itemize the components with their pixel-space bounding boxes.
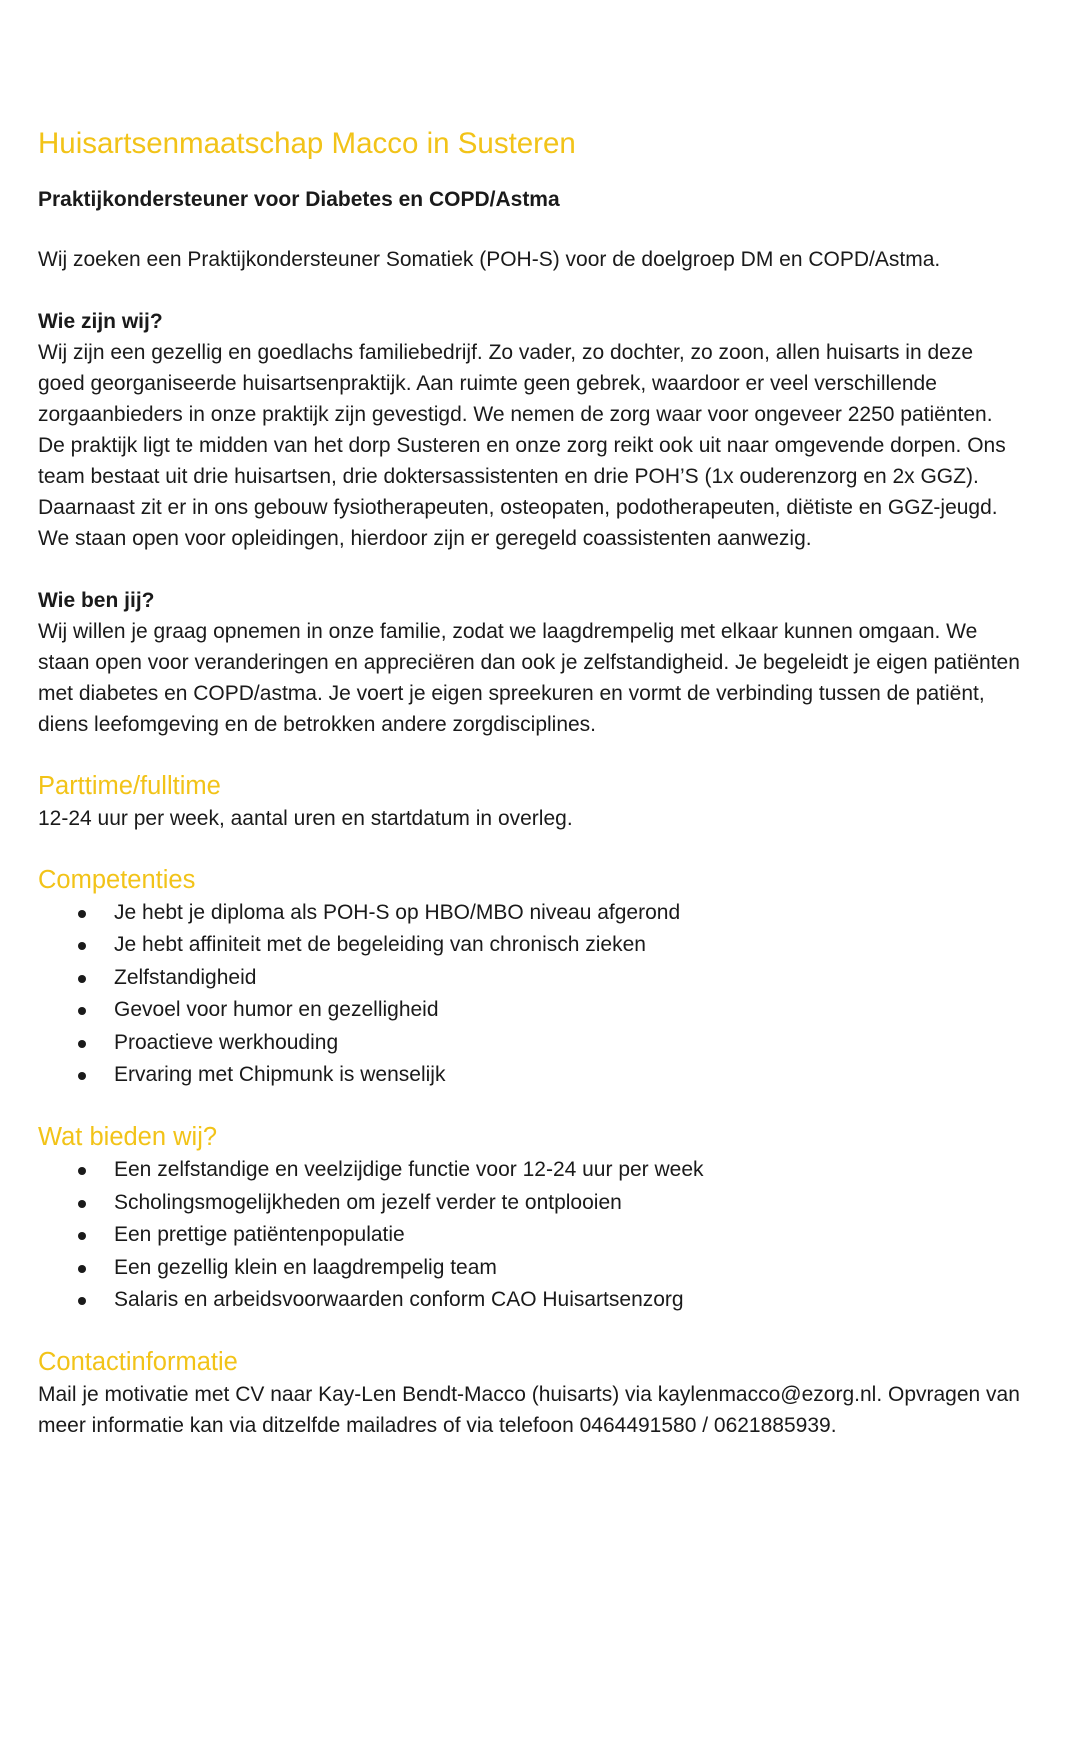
list-item	[38, 929, 1020, 961]
bullet-icon	[78, 975, 86, 983]
list-item	[38, 1027, 1020, 1059]
wat-bieden-wij-heading: Wat bieden wij?	[38, 1123, 218, 1152]
list-item-text: Een gezellig klein en laagdrempelig team	[114, 1255, 497, 1279]
list-item-text: Scholingsmogelijkheden om jezelf verder te ontplooien	[114, 1190, 622, 1214]
section-competenties	[38, 864, 1020, 1091]
bullet-icon	[78, 1200, 86, 1208]
parttime-text: 12-24 uur per week, aantal uren en startdatum in overleg.	[38, 807, 573, 830]
wie-zijn-wij-text: Wij zijn een gezellig en goedlachs familiebedrijf. Zo vader, zo dochter, zo zoon, allen huisarts in deze goed georganiseerde huisartsenpraktijk. Aan ruimte geen gebrek, waardoor er veel verschillende zorgaanbieders in onze praktijk zijn gevestigd. We nemen de zorg waar voor ongeveer 2250 patiënten. De praktijk ligt te midden van het dorp Susteren en onze zorg reikt ook uit naar omgevende dorpen. Ons team bestaat uit drie huisartsen, drie doktersassistenten en drie POH’S (1x ouderenzorg en 2x GGZ). Daarnaast zit er in ons gebouw fysiotherapeuten, osteopaten, podotherapeuten, diëtiste en GGZ-jeugd. We staan open voor opleidingen, hierdoor zijn er geregeld coassistenten aanwezig.	[38, 341, 1006, 550]
bullet-icon	[78, 1040, 86, 1048]
list-item-text: Je hebt je diploma als POH-S op HBO/MBO niveau afgerond	[114, 901, 681, 924]
bullet-icon	[78, 910, 86, 918]
intro-paragraph: Wij zoeken een Praktijkondersteuner Somatiek (POH-S) voor de doelgroep DM en COPD/Astma.	[38, 248, 941, 271]
wat-bieden-wij-list	[38, 1154, 1020, 1316]
list-item-text: Salaris en arbeidsvoorwaarden conform CAO Huisartsenzorg	[114, 1288, 684, 1312]
page-title: Huisartsenmaatschap Macco in Susteren	[38, 127, 576, 160]
section-wie-ben-jij	[38, 585, 1020, 740]
list-item	[38, 1252, 1020, 1284]
bullet-icon	[78, 1232, 86, 1240]
wie-ben-jij-heading: Wie ben jij?	[38, 589, 155, 612]
section-wie-zijn-wij	[38, 306, 1020, 554]
bullet-icon	[78, 1072, 86, 1080]
wie-zijn-wij-heading: Wie zijn wij?	[38, 310, 163, 333]
wie-ben-jij-text: Wij willen je graag opnemen in onze familie, zodat we laagdrempelig met elkaar kunnen omgaan. We staan open voor veranderingen en appreciëren dan ook je zelfstandigheid. Je begeleidt je eigen patiënten met diabetes en COPD/astma. Je voert je eigen spreekuren en vormt de verbinding tussen de patiënt, diens leefomgeving en de betrokken andere zorgdisciplines.	[38, 620, 1020, 736]
contact-text: Mail je motivatie met CV naar Kay-Len Bendt-Macco (huisarts) via kaylenmacco@ezorg.nl. Opvragen van meer informatie kan via ditzelfde mailadres of via telefoon 0464491580 / 0621885939.	[38, 1383, 1020, 1438]
list-item	[38, 962, 1020, 994]
contact-heading: Contactinformatie	[38, 1348, 238, 1377]
list-item	[38, 1187, 1020, 1219]
list-item-text: Ervaring met Chipmunk is wenselijk	[114, 1063, 446, 1087]
parttime-heading: Parttime/fulltime	[38, 772, 221, 800]
section-wat-bieden-wij	[38, 1121, 1020, 1316]
list-item-text: Zelfstandigheid	[114, 965, 257, 989]
list-item-text: Proactieve werkhouding	[114, 1030, 339, 1054]
bullet-icon	[78, 1265, 86, 1273]
list-item	[38, 1154, 1020, 1186]
competenties-list	[38, 897, 1020, 1091]
list-item	[38, 1284, 1020, 1316]
bullet-icon	[78, 1297, 86, 1305]
list-item-text: Gevoel voor humor en gezelligheid	[114, 998, 439, 1022]
job-subtitle: Praktijkondersteuner voor Diabetes en COPD/Astma	[38, 188, 560, 211]
bullet-icon	[78, 1007, 86, 1015]
list-item	[38, 1059, 1020, 1091]
list-item-text: Een prettige patiëntenpopulatie	[114, 1223, 405, 1247]
section-contact	[38, 1346, 1020, 1441]
list-item-text: Een zelfstandige en veelzijdige functie voor 12-24 uur per week	[114, 1158, 704, 1182]
list-item	[38, 994, 1020, 1026]
section-parttime	[38, 770, 1020, 834]
bullet-icon	[78, 1167, 86, 1175]
competenties-heading: Competenties	[38, 866, 196, 894]
list-item	[38, 1219, 1020, 1251]
list-item-text: Je hebt affiniteit met de begeleiding van chronisch zieken	[114, 933, 646, 957]
bullet-icon	[78, 942, 86, 950]
list-item	[38, 897, 1020, 929]
